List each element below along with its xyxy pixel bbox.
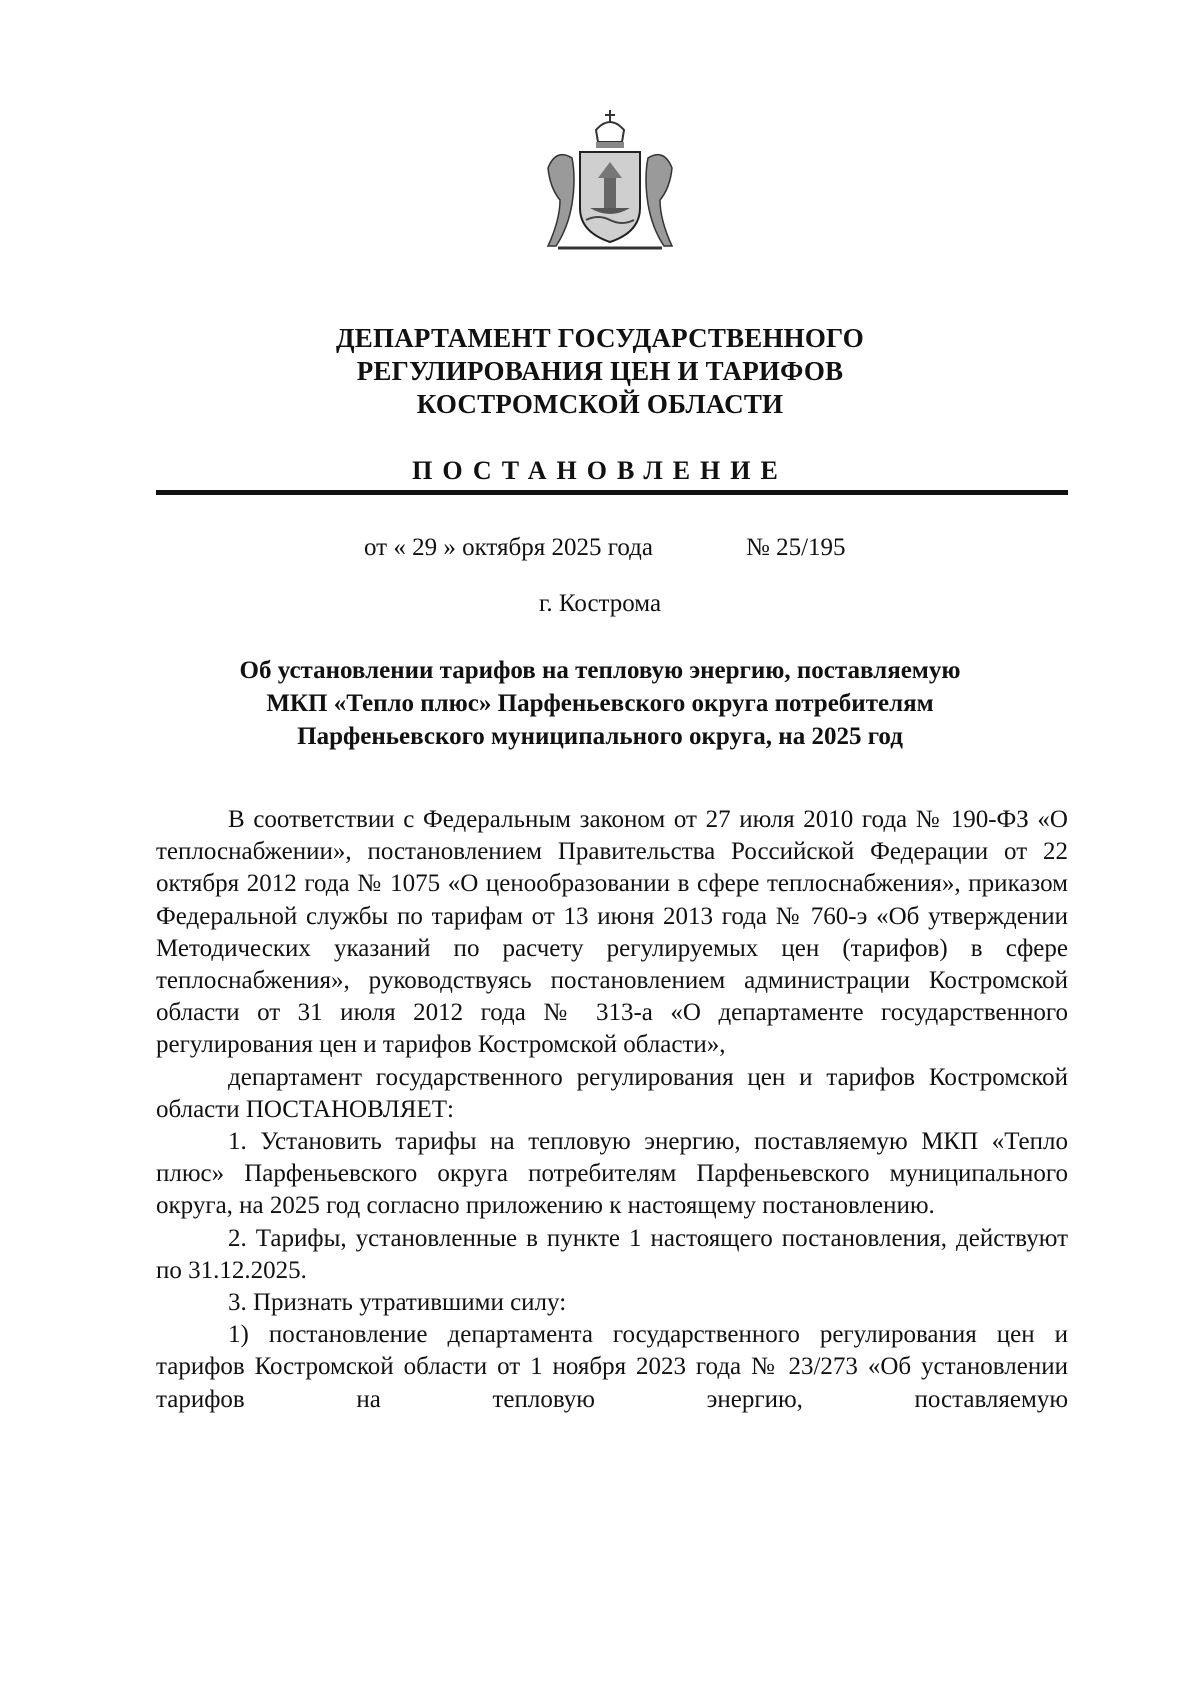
- department-name-line-1: ДЕПАРТАМЕНТ ГОСУДАРСТВЕННОГО: [336, 323, 864, 353]
- department-name-line-3: КОСТРОМСКОЙ ОБЛАСТИ: [416, 389, 784, 419]
- resolves-paragraph: департамент государственного регулирования цен и тарифов Костромской области ПОСТАНОВЛЯЕТ:: [156, 1063, 1068, 1123]
- department-header: [0, 322, 1200, 421]
- document-type: ПОСТАНОВЛЕНИЕ: [412, 456, 788, 485]
- document-city: г. Кострома: [538, 590, 662, 617]
- document-title: [0, 654, 1200, 753]
- department-name-line-2: РЕГУЛИРОВАНИЯ ЦЕН И ТАРИФОВ: [356, 356, 844, 386]
- title-line-2: МКП «Тепло плюс» Парфеньевского округа потребителям: [266, 690, 934, 717]
- item-3-paragraph: 3. Признать утратившими силу:: [228, 1289, 567, 1317]
- header-divider: [156, 490, 1068, 495]
- document-date: от « 29 » октября 2025 года: [364, 534, 653, 561]
- document-body: [156, 804, 1068, 1416]
- title-line-1: Об установлении тарифов на тепловую энергию, поставляемую: [239, 657, 961, 684]
- coat-of-arms-emblem: [538, 108, 682, 254]
- item-1-paragraph: 1. Установить тарифы на тепловую энергию, поставляемую МКП «Тепло плюс» Парфеньевского округа потребителям Парфеньевского муниципального округа, на 2025 год согласно приложению к настоящему постановлению.: [156, 1128, 1068, 1220]
- preamble-paragraph: В соответствии с Федеральным законом от 27 июля 2010 года № 190-ФЗ «О теплоснабжении», постановлением Правительства Российской Федерации от 22 октября 2012 года № 1075 «О ценообразовании в сфере теплоснабжения», приказом Федеральной службы по тарифам от 13 июня 2013 года № 760-э «Об утверждении Методических указаний по расчету регулируемых цен (тарифов) в сфере теплоснабжения», руководствуясь постановлением администрации Костромской области от 31 июля 2012 года № 313-а «О департаменте государственного регулирования цен и тарифов Костромской области»,: [156, 806, 1068, 1059]
- title-line-3: Парфеньевского муниципального округа, на 2025 год: [297, 723, 903, 750]
- document-number: № 25/195: [746, 534, 846, 561]
- item-3-1-paragraph: 1) постановление департамента государственного регулирования цен и тарифов Костромской области от 1 ноября 2023 года № 23/273 «Об установлении тарифов на тепловую энергию, поставляемую: [156, 1321, 1068, 1413]
- item-2-paragraph: 2. Тарифы, установленные в пункте 1 настоящего постановления, действуют по 31.12.2025.: [156, 1224, 1068, 1284]
